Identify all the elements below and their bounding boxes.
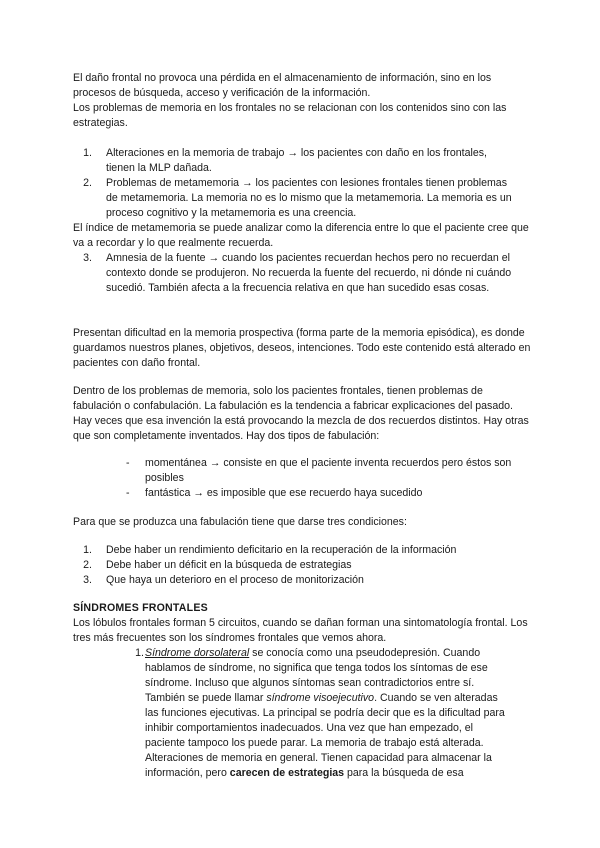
list-number: 1.	[83, 147, 92, 159]
list-number: 3.	[83, 574, 92, 586]
syndrome-text-a: se conocía como una pseudodepresión. Cuando hablamos de síndrome, no significa que tenga todos los síntomas de ese síndrome. Incluso que algunos síntomas sean contradictorios entre sí. También se puede llamar	[145, 647, 488, 704]
syndrome-bold: carecen de estrategias	[229, 767, 345, 779]
intro-paragraph-1: El daño frontal no provoca una pérdida en el almacenamiento de información, sino en los procesos de búsqueda, acceso y verificación de la información.	[73, 72, 492, 99]
list-number: 2.	[83, 559, 92, 571]
list-number: 1.	[135, 647, 144, 659]
syndrome-alt-name: síndrome visoejecutivo	[266, 692, 375, 704]
prospective-memory-paragraph: Presentan dificultad en la memoria prospectiva (forma parte de la memoria episódica), es donde guardamos nuestros planes, objetivos, deseos, intenciones. Todo este contenido está alterado en pacientes con daño frontal.	[73, 327, 531, 369]
section-heading: SÍNDROMES FRONTALES	[73, 602, 208, 614]
list-text: Amnesia de la fuente → cuando los pacientes recuerdan hechos pero no recuerdan el contexto donde se produjeron. No recuerda la fuente del recuerdo, ni dónde ni cuándo sucedió. También afecta a la frecuencia relativa en que han sucedido esas cosas.	[106, 252, 512, 294]
metamemoria-note: El índice de metamemoria se puede analizar como la diferencia entre lo que el paciente cree que va a recordar y lo que realmente recuerda.	[73, 222, 529, 249]
dash-bullet: -	[126, 487, 130, 499]
list-number: 3.	[83, 252, 92, 264]
list-number: 2.	[83, 177, 92, 189]
section-intro: Los lóbulos frontales forman 5 circuitos, cuando se dañan forman una sintomatología frontal. Los tres más frecuentes son los síndromes frontales que vemos ahora.	[73, 617, 528, 644]
bullet-text: fantástica → es imposible que ese recuerdo haya sucedido	[145, 487, 423, 499]
list-text: Debe haber un rendimiento deficitario en la recuperación de la información	[106, 544, 457, 556]
bullet-text: momentánea → consiste en que el paciente inventa recuerdos pero éstos son posibles	[145, 457, 512, 484]
list-text: Debe haber un déficit en la búsqueda de estrategias	[106, 559, 352, 571]
list-text	[145, 646, 505, 781]
dash-bullet: -	[126, 457, 130, 469]
fabulation-paragraph: Dentro de los problemas de memoria, solo los pacientes frontales, tienen problemas de fabulación o confabulación. La fabulación es la tendencia a fabricar explicaciones del pasado. Hay veces que esa invención la está provocando la mezcla de dos recuerdos distintos. Hay otras que son completamente inventados. Hay dos tipos de fabulación:	[73, 385, 529, 442]
conditions-intro: Para que se produzca una fabulación tiene que darse tres condiciones:	[73, 516, 407, 528]
list-number: 1.	[83, 544, 92, 556]
list-text: Alteraciones en la memoria de trabajo → los pacientes con daño en los frontales, tienen la MLP dañada.	[106, 147, 488, 174]
syndrome-text-c: para la búsqueda de esa	[344, 767, 464, 779]
intro-paragraph-2: Los problemas de memoria en los frontales no se relacionan con los contenidos sino con las estrategias.	[73, 102, 507, 129]
list-text: Problemas de metamemoria → los pacientes con lesiones frontales tienen problemas de metamemoria. La memoria no es lo mismo que la metamemoria. La memoria es un proceso cognitivo y la metamemoria es una creencia.	[106, 177, 512, 219]
list-text: Que haya un deterioro en el proceso de monitorización	[106, 574, 364, 586]
syndrome-title: Síndrome dorsolateral	[145, 647, 250, 659]
syndrome-text-b: . Cuando se ven alteradas las funciones ejecutivas. La principal se podría decir que es la dificultad para inhibir comportamientos inadecuados. Una vez que han empezado, el paciente tampoco los puede parar. La memoria de trabajo está alterada. Alteraciones de memoria en general. Tienen capacidad para almacenar la información, pero	[145, 692, 505, 779]
